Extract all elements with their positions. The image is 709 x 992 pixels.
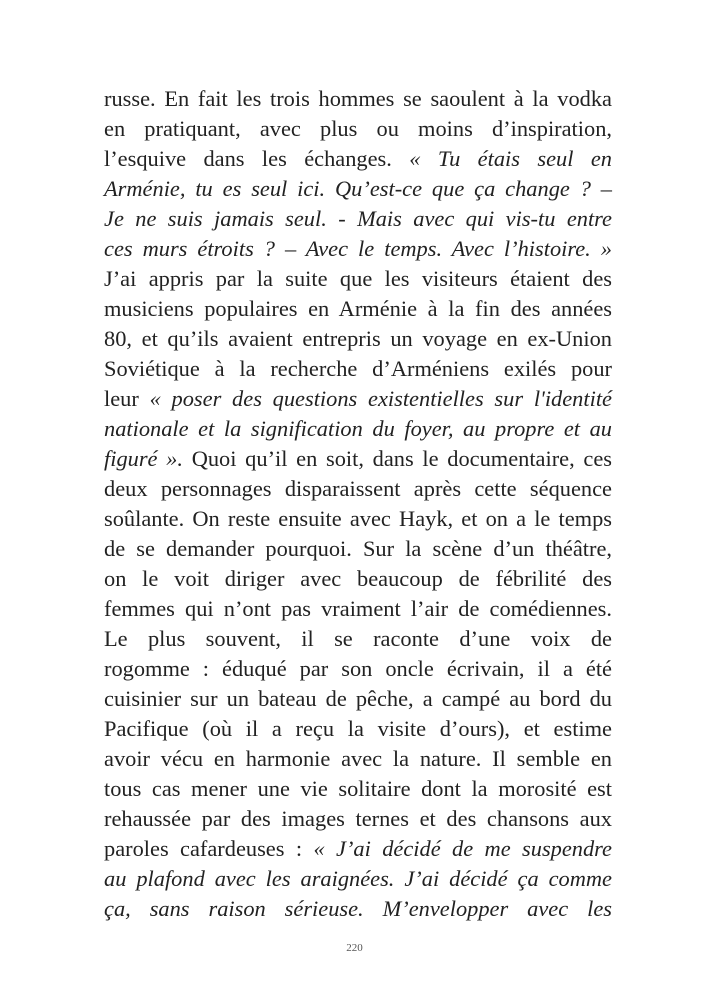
text-line [104, 564, 612, 594]
text-segment: soûlante. On reste ensuite avec Hayk, et on a le temps [104, 506, 612, 531]
text-segment: 80, et qu’ils avaient entrepris un voyage en ex-Union [104, 326, 612, 351]
text-line [104, 684, 612, 714]
italic-quote-segment: Je ne suis jamais seul. - Mais avec qui vis-tu entre [104, 206, 612, 231]
text-line [104, 384, 612, 414]
text-line [104, 444, 612, 474]
text-segment: de se demander pourquoi. Sur la scène d’un théâtre, [104, 536, 612, 561]
text-line [104, 714, 612, 744]
text-line [104, 534, 612, 564]
text-line [104, 264, 612, 294]
text-line [104, 654, 612, 684]
text-line [104, 624, 612, 654]
text-line [104, 774, 612, 804]
text-segment: Soviétique à la recherche d’Arméniens exilés pour [104, 356, 612, 381]
text-segment: tous cas mener une vie solitaire dont la morosité est [104, 776, 612, 801]
text-segment: cuisinier sur un bateau de pêche, a campé au bord du [104, 686, 612, 711]
text-segment: deux personnages disparaissent après cette séquence [104, 476, 612, 501]
text-segment: femmes qui n’ont pas vraiment l’air de comédiennes. [104, 596, 612, 621]
text-line [104, 174, 612, 204]
italic-quote-segment: au plafond avec les araignées. J’ai décidé ça comme [104, 866, 612, 891]
text-line [104, 114, 612, 144]
text-segment: J’ai appris par la suite que les visiteurs étaient des [104, 266, 612, 291]
text-segment: en pratiquant, avec plus ou moins d’inspiration, [104, 116, 612, 141]
page-number: 220 [346, 942, 363, 954]
text-line [104, 834, 612, 864]
italic-quote-segment: « Tu étais seul en [409, 146, 612, 171]
text-segment: l’esquive dans les échanges. [104, 146, 410, 171]
italic-quote-segment: figuré ». [104, 446, 183, 471]
text-line [104, 894, 612, 924]
text-line [104, 414, 612, 444]
text-segment: russe. En fait les trois hommes se saoulent à la vodka [104, 86, 612, 111]
text-segment: avoir vécu en harmonie avec la nature. Il semble en [104, 746, 612, 771]
italic-quote-segment: ça, sans raison sérieuse. M’envelopper avec les [104, 896, 612, 921]
text-line [104, 324, 612, 354]
italic-quote-segment: Arménie, tu es seul ici. Qu’est-ce que ça change ? – [104, 176, 612, 201]
text-segment: Quoi qu’il en soit, dans le documentaire, ces [182, 446, 613, 471]
text-segment: Pacifique (où il a reçu la visite d’ours), et estime [104, 716, 612, 741]
italic-quote-segment: « J’ai décidé de me suspendre [313, 836, 612, 861]
text-line [104, 504, 612, 534]
text-line [104, 354, 612, 384]
text-line [104, 804, 612, 834]
text-segment: leur [104, 386, 150, 411]
text-line [104, 144, 612, 174]
text-segment: on le voit diriger avec beaucoup de fébrilité des [104, 566, 612, 591]
text-line [104, 594, 612, 624]
italic-quote-segment: ces murs étroits ? – Avec le temps. Avec l’histoire. » [104, 236, 612, 261]
text-segment: rogomme : éduqué par son oncle écrivain, il a été [104, 656, 612, 681]
text-segment: rehaussée par des images ternes et des chansons aux [104, 806, 612, 831]
text-segment: paroles cafardeuses : [104, 836, 314, 861]
body-text [104, 84, 612, 924]
text-segment: Le plus souvent, il se raconte d’une voix de [104, 626, 612, 651]
text-line [104, 864, 612, 894]
text-line [104, 744, 612, 774]
italic-quote-segment: nationale et la signification du foyer, au propre et au [104, 416, 612, 441]
text-line [104, 84, 612, 114]
text-segment: musiciens populaires en Arménie à la fin des années [104, 296, 612, 321]
text-line [104, 234, 612, 264]
text-line [104, 474, 612, 504]
text-line [104, 294, 612, 324]
text-line [104, 204, 612, 234]
italic-quote-segment: « poser des questions existentielles sur l'identité [149, 386, 612, 411]
